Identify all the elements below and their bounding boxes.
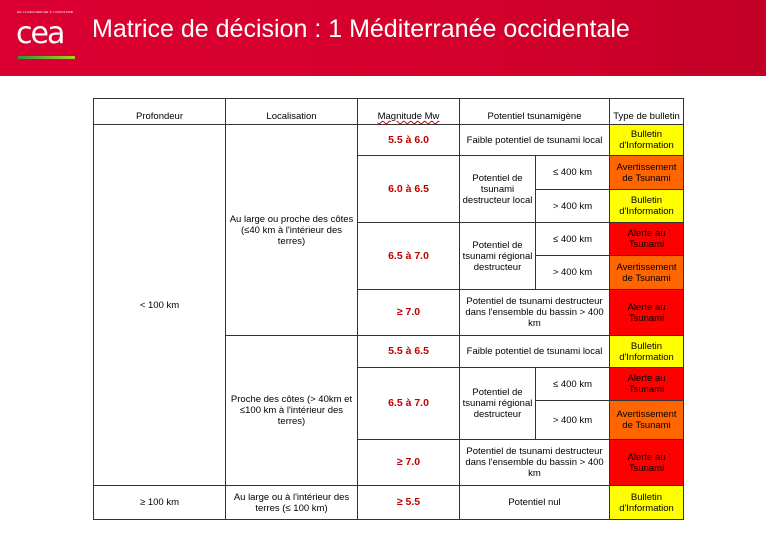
potential-cell: Potentiel de tsunami régional destructeur xyxy=(460,223,536,290)
distance-cell: ≤ 400 km xyxy=(536,368,610,401)
header-cell: Type de bulletin xyxy=(610,99,684,125)
bulletin-cell: Alerte au Tsunami xyxy=(610,290,684,336)
magnitude-cell: 5.5 à 6.5 xyxy=(358,336,460,368)
header-cell xyxy=(358,99,460,125)
distance-cell: > 400 km xyxy=(536,190,610,223)
potential-cell: Faible potentiel de tsunami local xyxy=(460,336,610,368)
potential-cell: Potentiel de tsunami régional destructeur xyxy=(460,368,536,440)
magnitude-cell: 6.5 à 7.0 xyxy=(358,223,460,290)
distance-cell: ≤ 400 km xyxy=(536,156,610,190)
location-cell: Proche des côtes (> 40km et ≤100 km à l'intérieur des terres) xyxy=(226,336,358,486)
bulletin-cell: Alerte au Tsunami xyxy=(610,223,684,256)
decision-matrix xyxy=(93,98,684,520)
location-cell: Au large ou proche des côtes (≤40 km à l'intérieur des terres) xyxy=(226,125,358,336)
depth-cell: < 100 km xyxy=(94,125,226,486)
magnitude-cell: 6.5 à 7.0 xyxy=(358,368,460,440)
magnitude-cell: 6.0 à 6.5 xyxy=(358,156,460,223)
location-cell: Au large ou à l'intérieur des terres (≤ 100 km) xyxy=(226,486,358,520)
bulletin-cell: Alerte au Tsunami xyxy=(610,440,684,486)
bulletin-cell: Bulletin d'Information xyxy=(610,190,684,223)
bulletin-cell: Alerte au Tsunami xyxy=(610,368,684,401)
header-row xyxy=(94,99,684,125)
header-cell: Localisation xyxy=(226,99,358,125)
distance-cell: > 400 km xyxy=(536,401,610,440)
bulletin-cell: Avertissement de Tsunami xyxy=(610,256,684,290)
logo-bar xyxy=(18,56,75,59)
potential-cell: Potentiel nul xyxy=(460,486,610,520)
magnitude-cell: ≥ 7.0 xyxy=(358,440,460,486)
depth-cell: ≥ 100 km xyxy=(94,486,226,520)
bulletin-cell: Avertissement de Tsunami xyxy=(610,401,684,440)
magnitude-cell: ≥ 7.0 xyxy=(358,290,460,336)
header-cell: Profondeur xyxy=(94,99,226,125)
bulletin-cell: Bulletin d'Information xyxy=(610,486,684,520)
header-banner xyxy=(0,0,766,76)
table-row xyxy=(94,125,684,156)
bulletin-cell: Bulletin d'Information xyxy=(610,125,684,156)
potential-cell: Potentiel de tsunami destructeur dans l'ensemble du bassin > 400 km xyxy=(460,440,610,486)
magnitude-cell: ≥ 5.5 xyxy=(358,486,460,520)
potential-cell: Potentiel de tsunami destructeur local xyxy=(460,156,536,223)
bulletin-cell: Bulletin d'Information xyxy=(610,336,684,368)
distance-cell: ≤ 400 km xyxy=(536,223,610,256)
cea-logo xyxy=(14,10,78,62)
potential-cell: Potentiel de tsunami destructeur dans l'ensemble du bassin > 400 km xyxy=(460,290,610,336)
logo-text: cea xyxy=(16,16,64,51)
magnitude-cell: 5.5 à 6.0 xyxy=(358,125,460,156)
table-row xyxy=(94,486,684,520)
header-magnitude-label: Magnitude Mw xyxy=(377,111,440,122)
header-cell: Potentiel tsunamigène xyxy=(460,99,610,125)
logo-tagline: DE LA RECHERCHE À L'INDUSTRIE xyxy=(17,10,74,14)
potential-cell: Faible potentiel de tsunami local xyxy=(460,125,610,156)
page-title: Matrice de décision : 1 Méditerranée occidentale xyxy=(92,15,630,43)
bulletin-cell: Avertissement de Tsunami xyxy=(610,156,684,190)
distance-cell: > 400 km xyxy=(536,256,610,290)
